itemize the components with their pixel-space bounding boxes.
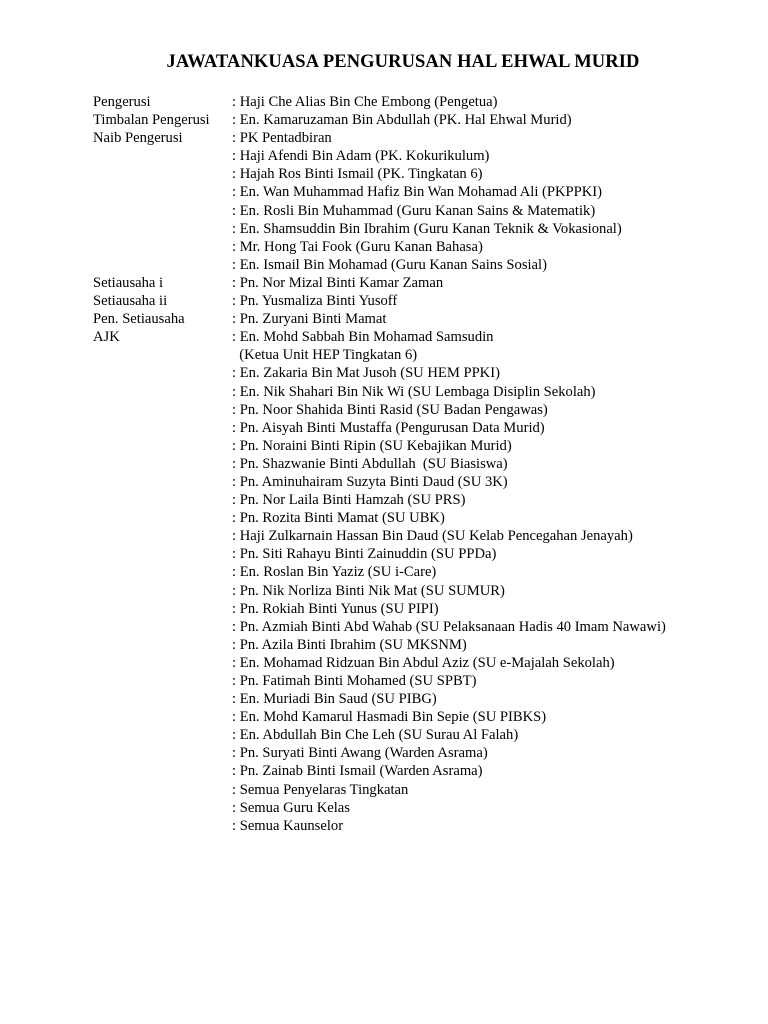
roster-row bbox=[93, 183, 753, 201]
roster-row bbox=[93, 93, 753, 111]
roster-row bbox=[93, 600, 753, 618]
role-label: Timbalan Pengerusi bbox=[93, 112, 210, 129]
roster-row bbox=[93, 781, 753, 799]
member-entry: : En. Zakaria Bin Mat Jusoh (SU HEM PPKI) bbox=[232, 365, 500, 382]
role-label: AJK bbox=[93, 329, 120, 346]
roster-row bbox=[93, 364, 753, 382]
roster-row bbox=[93, 274, 753, 292]
role-label: Naib Pengerusi bbox=[93, 130, 183, 147]
roster-row bbox=[93, 636, 753, 654]
roster-row bbox=[93, 817, 753, 835]
roster-row bbox=[93, 563, 753, 581]
member-entry: : Pn. Zainab Binti Ismail (Warden Asrama) bbox=[232, 763, 483, 780]
member-entry: : Pn. Fatimah Binti Mohamed (SU SPBT) bbox=[232, 673, 477, 689]
roster-row bbox=[93, 473, 753, 491]
roster-row bbox=[93, 509, 753, 527]
roster-row bbox=[93, 455, 753, 473]
roster-row bbox=[93, 202, 753, 220]
member-entry: : En. Mohd Sabbah Bin Mohamad Samsudin bbox=[232, 329, 494, 346]
member-entry: : Pn. Suryati Binti Awang (Warden Asrama) bbox=[232, 745, 488, 762]
roster-row bbox=[93, 527, 753, 545]
member-entry: : Pn. Noraini Binti Ripin (SU Kebajikan Murid) bbox=[232, 437, 512, 454]
member-entry: : Pn. Siti Rahayu Binti Zainuddin (SU PPDa) bbox=[232, 546, 497, 563]
roster-row bbox=[93, 346, 753, 364]
roster-row bbox=[93, 654, 753, 672]
member-entry: : Semua Penyelaras Tingkatan bbox=[232, 781, 409, 798]
member-entry: : Pn. Nor Laila Binti Hamzah (SU PRS) bbox=[232, 492, 466, 509]
member-entry: : En. Roslan Bin Yaziz (SU i-Care) bbox=[232, 564, 437, 581]
member-entry: : En. Nik Shahari Bin Nik Wi (SU Lembaga Disiplin Sekolah) bbox=[232, 383, 596, 400]
roster-row bbox=[93, 328, 753, 346]
member-entry: : En. Shamsuddin Bin Ibrahim (Guru Kanan Teknik & Vokasional) bbox=[232, 220, 622, 237]
roster-row bbox=[93, 238, 753, 256]
roster-row bbox=[93, 437, 753, 455]
member-entry: : Pn. Nik Norliza Binti Nik Mat (SU SUMUR) bbox=[232, 582, 505, 599]
member-entry: : Pn. Zuryani Binti Mamat bbox=[232, 311, 387, 328]
member-entry: : Pn. Shazwanie Binti Abdullah (SU Biasiswa) bbox=[232, 455, 508, 472]
member-entry: : Haji Che Alias Bin Che Embong (Pengetua) bbox=[232, 94, 498, 110]
member-entry: : Semua Kaunselor bbox=[232, 817, 344, 834]
member-entry: : En. Wan Muhammad Hafiz Bin Wan Mohamad Ali (PKPPKI) bbox=[232, 184, 603, 201]
member-entry: : Semua Guru Kelas bbox=[232, 799, 350, 816]
roster-row bbox=[93, 129, 753, 147]
member-entry: : Pn. Azila Binti Ibrahim (SU MKSNM) bbox=[232, 636, 467, 653]
roster-row bbox=[93, 672, 753, 690]
roster-row bbox=[93, 383, 753, 401]
member-entry: : Pn. Yusmaliza Binti Yusoff bbox=[232, 293, 398, 310]
roster-row bbox=[93, 292, 753, 310]
member-entry: : Hajah Ros Binti Ismail (PK. Tingkatan 6) bbox=[232, 166, 483, 183]
member-entry: : En. Muriadi Bin Saud (SU PIBG) bbox=[232, 691, 437, 708]
member-entry: : Pn. Aisyah Binti Mustaffa (Pengurusan Data Murid) bbox=[232, 419, 545, 436]
member-entry: (Ketua Unit HEP Tingkatan 6) bbox=[232, 347, 418, 364]
member-entry: : Pn. Noor Shahida Binti Rasid (SU Badan Pengawas) bbox=[232, 401, 548, 418]
roster-row bbox=[93, 545, 753, 563]
member-entry: : En. Mohd Kamarul Hasmadi Bin Sepie (SU PIBKS) bbox=[232, 709, 547, 726]
roster-row bbox=[93, 726, 753, 744]
roster-row bbox=[93, 256, 753, 274]
member-entry: : En. Rosli Bin Muhammad (Guru Kanan Sains & Matematik) bbox=[232, 202, 596, 219]
member-entry: : En. Ismail Bin Mohamad (Guru Kanan Sains Sosial) bbox=[232, 256, 547, 273]
committee-roster bbox=[93, 93, 753, 835]
document-title: JAWATANKUASA PENGURUSAN HAL EHWAL MURID bbox=[166, 52, 640, 72]
member-entry: : Pn. Rozita Binti Mamat (SU UBK) bbox=[232, 510, 445, 527]
roster-row bbox=[93, 744, 753, 762]
member-entry: : Pn. Azmiah Binti Abd Wahab (SU Pelaksanaan Hadis 40 Imam Nawawi) bbox=[232, 618, 666, 635]
roster-row bbox=[93, 491, 753, 509]
roster-row bbox=[93, 618, 753, 636]
roster-row bbox=[93, 708, 753, 726]
roster-row bbox=[93, 111, 753, 129]
roster-row bbox=[93, 147, 753, 165]
roster-row bbox=[93, 419, 753, 437]
roster-row bbox=[93, 762, 753, 780]
member-entry: : Haji Zulkarnain Hassan Bin Daud (SU Kelab Pencegahan Jenayah) bbox=[232, 528, 633, 545]
roster-row bbox=[93, 799, 753, 817]
member-entry: : En. Kamaruzaman Bin Abdullah (PK. Hal Ehwal Murid) bbox=[232, 112, 572, 129]
role-label: Setiausaha i bbox=[93, 274, 164, 291]
member-entry: : Pn. Nor Mizal Binti Kamar Zaman bbox=[232, 274, 444, 291]
roster-row bbox=[93, 220, 753, 238]
roster-row bbox=[93, 401, 753, 419]
member-entry: : En. Abdullah Bin Che Leh (SU Surau Al Falah) bbox=[232, 727, 519, 744]
member-entry: : En. Mohamad Ridzuan Bin Abdul Aziz (SU e-Majalah Sekolah) bbox=[232, 654, 615, 671]
role-label: Pen. Setiausaha bbox=[93, 311, 185, 328]
member-entry: : Mr. Hong Tai Fook (Guru Kanan Bahasa) bbox=[232, 238, 483, 255]
member-entry: : Haji Afendi Bin Adam (PK. Kokurikulum) bbox=[232, 148, 490, 165]
roster-row bbox=[93, 582, 753, 600]
role-label: Pengerusi bbox=[93, 94, 151, 110]
role-label: Setiausaha ii bbox=[93, 293, 168, 310]
roster-row bbox=[93, 310, 753, 328]
roster-row bbox=[93, 165, 753, 183]
member-entry: : Pn. Rokiah Binti Yunus (SU PIPI) bbox=[232, 600, 439, 617]
member-entry: : PK Pentadbiran bbox=[232, 130, 332, 147]
member-entry: : Pn. Aminuhairam Suzyta Binti Daud (SU 3K) bbox=[232, 473, 508, 490]
roster-row bbox=[93, 690, 753, 708]
